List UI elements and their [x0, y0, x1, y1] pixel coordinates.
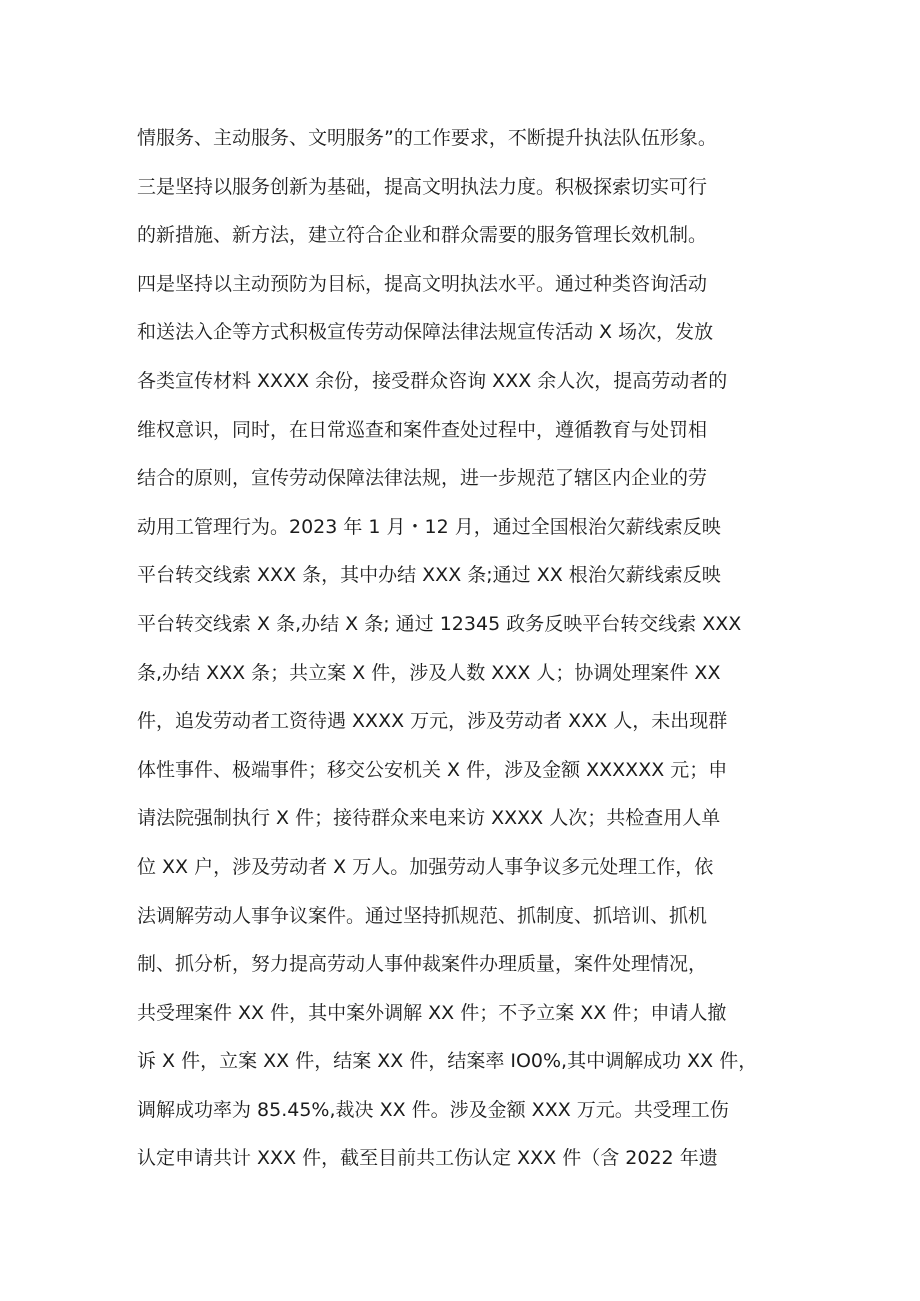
text-line: 诉 X 件，立案 XX 件，结案 XX 件，结案率 IO0%,其中调解成功 XX 件， — [137, 1050, 758, 1073]
text-line: 条,办结 XXX 条；共立案 X 件，涉及人数 XXX 人；协调处理案件 XX — [137, 661, 721, 684]
text-line: 三是坚持以服务创新为基础，提高文明执法力度。积极探索切实可行 — [137, 175, 708, 198]
text-line: 位 XX 户，涉及劳动者 X 万人。加强劳动人事争议多元处理工作，依 — [137, 855, 714, 878]
text-line: 平台转交线索 XXX 条，其中办结 XXX 条;通过 XX 根治欠薪线索反映 — [137, 564, 721, 587]
text-line: 件，追发劳动者工资待遇 XXXX 万元，涉及劳动者 XXX 人，未出现群 — [137, 710, 728, 733]
text-line: 共受理案件 XX 件，其中案外调解 XX 件；不予立案 XX 件；申请人撤 — [137, 1001, 727, 1024]
text-line: 维权意识，同时，在日常巡查和案件查处过程中，遵循教育与处罚相 — [137, 418, 708, 441]
text-line: 平台转交线索 X 条,办结 X 条; 通过 12345 政务反映平台转交线索 XXX — [137, 612, 742, 635]
text-line: 情服务、主动服务、文明服务”的工作要求，不断提升执法队伍形象。 — [137, 127, 717, 149]
text-line: 结合的原则，宣传劳动保障法律法规，进一步规范了辖区内企业的劳 — [137, 467, 708, 490]
text-line: 调解成功率为 85.45%,裁决 XX 件。涉及金额 XXX 万元。共受理工伤 — [137, 1098, 729, 1121]
text-line: 各类宣传材料 XXXX 余份，接受群众咨询 XXX 余人次，提高劳动者的 — [137, 369, 728, 392]
text-line: 法调解劳动人事争议案件。通过坚持抓规范、抓制度、抓培训、抓机 — [137, 904, 708, 927]
body-text — [137, 114, 817, 1183]
text-line: 四是坚持以主动预防为目标，提高文明执法水平。通过种类咨询活动 — [137, 272, 708, 295]
text-line: 和送法入企等方式积极宣传劳动保障法律法规宣传活动 X 场次，发放 — [137, 321, 714, 344]
text-line: 的新措施、新方法，建立符合企业和群众需要的服务管理长效机制。 — [137, 224, 708, 247]
text-line: 动用工管理行为。2023 年 1 月・12 月，通过全国根治欠薪线索反映 — [137, 515, 721, 538]
text-line: 认定申请共计 XXX 件，截至目前共工伤认定 XXX 件（含 2022 年遗 — [137, 1147, 718, 1170]
text-line: 体性事件、极端事件；移交公安机关 X 件，涉及金额 XXXXXX 元；申 — [137, 758, 728, 781]
text-line: 请法院强制执行 X 件；接待群众来电来访 XXXX 人次；共检查用人单 — [137, 807, 721, 830]
text-line: 制、抓分析，努力提高劳动人事仲裁案件办理质量，案件处理情况， — [137, 953, 708, 976]
